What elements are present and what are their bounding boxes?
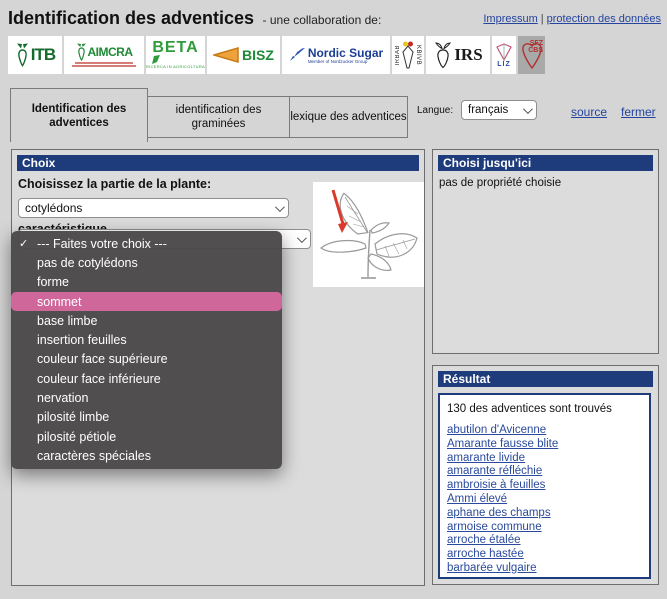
logo-irbab-label: IRBAB (395, 44, 401, 66)
logo-kbivb-label: KBIVB (415, 44, 421, 66)
dropdown-option[interactable]: pilosité limbe (37, 410, 110, 425)
leaf-icon (152, 55, 160, 64)
logo-liz-label: LIZ (497, 60, 511, 68)
logo-irbab-kbivb[interactable] (392, 36, 424, 74)
link-separator: | (540, 13, 544, 25)
species-link[interactable]: amarante réfléchie (447, 465, 543, 478)
chosen-panel-title: Choisi jusqu'ici (438, 155, 653, 171)
dropdown-option[interactable]: couleur face supérieure (37, 352, 168, 367)
logo-sfz-cbs[interactable] (518, 36, 545, 74)
species-link[interactable]: barbarée vulgaire (447, 561, 537, 574)
logo-sfz-label: SFZ CBS (528, 40, 543, 54)
beet-icon (15, 43, 30, 67)
result-panel-title: Résultat (438, 371, 653, 387)
logo-nordic-sugar[interactable] (282, 36, 390, 74)
plant-part-select[interactable]: cotylédons (18, 198, 289, 218)
language-label: Langue: (417, 105, 454, 116)
species-link[interactable]: armoise commune (447, 520, 542, 533)
dropdown-option[interactable]: nervation (37, 391, 89, 406)
result-panel (432, 365, 659, 585)
page-header (8, 8, 381, 29)
logo-beta-sublabel: RICERCA IN AGRICOLTURA (146, 64, 205, 69)
fermer-link[interactable]: fermer (621, 105, 656, 119)
result-list-box (438, 393, 651, 579)
page-subtitle: - une collaboration de: (262, 13, 382, 27)
logo-beta-label: BETA (152, 41, 198, 64)
species-link[interactable]: aphane des champs (447, 506, 551, 519)
dropdown-option[interactable]: forme (37, 275, 69, 290)
dropdown-option[interactable]: pilosité pétiole (37, 429, 117, 444)
logo-irs-label: IRS (454, 45, 483, 64)
logo-nordic-label: Nordic Sugar (307, 45, 384, 60)
species-link[interactable]: arroche étalée (447, 534, 521, 547)
dropdown-option[interactable]: sommet (11, 292, 282, 311)
species-link[interactable]: Ammi élevé (447, 492, 508, 505)
species-link-list (447, 424, 649, 576)
dropdown-option[interactable]: insertion feuilles (37, 333, 127, 348)
dropdown-option[interactable]: couleur face inférieure (37, 371, 161, 386)
leaf-icon (289, 48, 305, 62)
species-link[interactable]: ambroisie à feuilles (447, 479, 546, 492)
characteristic-dropdown-menu (11, 231, 282, 469)
page-title: Identification des adventices (8, 8, 255, 28)
partner-logo-strip (8, 36, 545, 74)
dropdown-option[interactable]: pas de cotylédons (37, 255, 138, 270)
logo-nordic-sublabel: Member of Nordzucker Group (307, 58, 368, 64)
chevron-down-icon (275, 202, 285, 212)
chosen-empty-text: pas de propriété choisie (439, 177, 562, 189)
checkmark-icon: ✓ (19, 238, 29, 251)
privacy-link[interactable]: protection des données (546, 13, 661, 25)
logo-beta[interactable] (146, 36, 205, 74)
chosen-so-far-panel (432, 149, 659, 354)
tab-identification-adventices[interactable]: Identification des adventices (10, 88, 148, 142)
dropdown-option[interactable]: caractères spéciales (37, 448, 151, 463)
source-link[interactable]: source (571, 105, 608, 119)
header-links (483, 13, 661, 25)
chevron-down-icon (523, 104, 533, 114)
species-link[interactable]: Amarante fausse blite (447, 437, 559, 450)
logo-bisz[interactable] (207, 36, 280, 74)
logo-aimcra[interactable] (64, 36, 144, 74)
aimcra-fine-print-line (72, 65, 136, 67)
logo-bisz-label: BISZ (242, 47, 274, 63)
triangle-beet-icon (496, 43, 512, 61)
result-count-text: 130 des adventices sont trouvés (447, 403, 612, 415)
beet-outline-icon (433, 42, 453, 68)
choice-panel-title: Choix (17, 155, 419, 171)
logo-itb[interactable] (8, 36, 62, 74)
logo-irs[interactable] (426, 36, 490, 74)
aimcra-fine-print-line (75, 62, 133, 64)
beet-sketch-icon (401, 40, 415, 70)
chevron-down-icon (297, 233, 307, 243)
red-arrow-icon (333, 190, 348, 233)
tab-identification-graminees[interactable]: identification des graminées (147, 96, 290, 138)
plant-illustration (313, 182, 424, 287)
dropdown-option[interactable]: ✓ --- Faites votre choix --- (11, 234, 282, 253)
beet-icon (76, 43, 87, 61)
language-select[interactable]: français (461, 100, 537, 120)
tab-lexique-adventices[interactable]: lexique des adventices (289, 96, 408, 138)
impressum-link[interactable]: Impressum (483, 13, 538, 25)
species-link[interactable]: arroche hastée (447, 548, 524, 561)
logo-liz[interactable] (492, 36, 516, 74)
dropdown-option[interactable]: base limbe (37, 313, 98, 328)
plant-part-label: Choisissez la partie de la plante: (18, 177, 212, 191)
species-link[interactable]: abutilon d'Avicenne (447, 424, 547, 436)
logo-aimcra-label: AIMCRA (87, 45, 133, 59)
logo-itb-label: ITB (30, 45, 56, 64)
orange-arrow-icon (213, 47, 239, 63)
species-link[interactable]: amarante livide (447, 451, 525, 464)
